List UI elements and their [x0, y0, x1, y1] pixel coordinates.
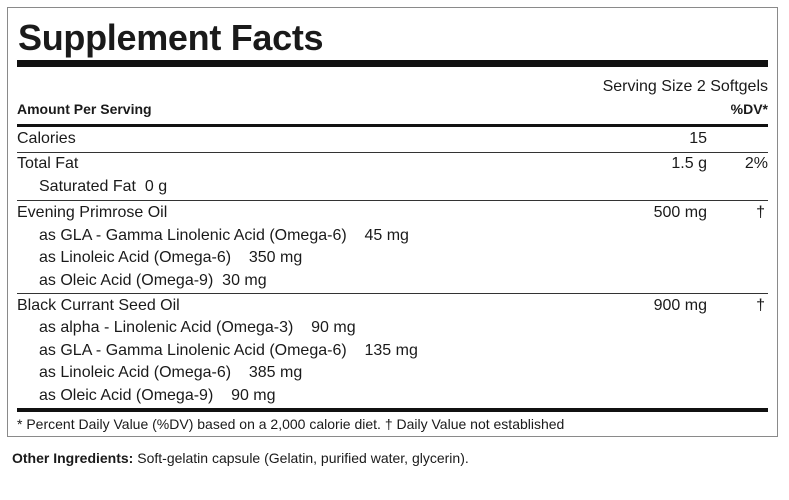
row-divider: [17, 152, 768, 153]
supplement-facts-panel: [7, 7, 778, 437]
primrose-amount: 500 mg: [653, 204, 707, 221]
dv-header: %DV*: [730, 101, 768, 117]
primrose-gla-amount: 45 mg: [364, 227, 409, 244]
total-fat-amount: 1.5 g: [671, 155, 707, 172]
calories-amount: 15: [689, 130, 707, 147]
primrose-oleic-amount: 30 mg: [222, 272, 267, 289]
currant-ala-row: [39, 318, 356, 337]
currant-gla-label: as GLA - Gamma Linolenic Acid (Omega-6): [39, 342, 347, 359]
other-ingredients-text: Soft-gelatin capsule (Gelatin, purified water, glycerin).: [133, 450, 469, 466]
currant-oleic-label: as Oleic Acid (Omega-9): [39, 387, 214, 404]
thick-divider-bottom: [17, 408, 768, 412]
saturated-fat-amount: 0 g: [144, 178, 168, 195]
primrose-la-amount: 350 mg: [248, 249, 303, 266]
currant-ala-label: as alpha - Linolenic Acid (Omega-3): [39, 319, 294, 336]
currant-amount: 900 mg: [653, 297, 707, 314]
medium-divider: [17, 124, 768, 127]
primrose-gla-label: as GLA - Gamma Linolenic Acid (Omega-6): [39, 227, 347, 244]
other-ingredients-label: Other Ingredients:: [12, 450, 134, 466]
primrose-gla-row: [39, 226, 409, 245]
thick-divider: [17, 60, 768, 67]
primrose-la-row: [39, 248, 302, 267]
currant-la-amount: 385 mg: [248, 364, 303, 381]
calories-label: Calories: [17, 130, 76, 147]
currant-label: Black Currant Seed Oil: [17, 297, 180, 314]
primrose-dv: †: [756, 204, 765, 221]
currant-ala-amount: 90 mg: [311, 319, 356, 336]
currant-dv: †: [756, 297, 765, 314]
other-ingredients: [12, 450, 469, 466]
currant-la-label: as Linoleic Acid (Omega-6): [39, 364, 232, 381]
currant-oleic-row: [39, 386, 276, 405]
currant-la-row: [39, 363, 302, 382]
panel-title: Supplement Facts: [18, 17, 324, 58]
total-fat-label: Total Fat: [17, 155, 79, 172]
saturated-fat-row: [39, 177, 167, 196]
primrose-la-label: as Linoleic Acid (Omega-6): [39, 249, 232, 266]
saturated-fat-label: Saturated Fat: [39, 178, 136, 195]
row-divider: [17, 293, 768, 294]
row-divider: [17, 200, 768, 201]
total-fat-dv: 2%: [744, 155, 768, 172]
currant-oleic-amount: 90 mg: [231, 387, 276, 404]
footnote: * Percent Daily Value (%DV) based on a 2,000 calorie diet. † Daily Value not established: [17, 416, 565, 432]
serving-size: Serving Size 2 Softgels: [602, 78, 768, 95]
amount-per-serving: Amount Per Serving: [17, 101, 152, 117]
currant-gla-amount: 135 mg: [364, 342, 418, 359]
primrose-oleic-label: as Oleic Acid (Omega-9): [39, 272, 214, 289]
primrose-label: Evening Primrose Oil: [17, 204, 168, 221]
currant-gla-row: [39, 341, 418, 360]
primrose-oleic-row: [39, 271, 267, 290]
